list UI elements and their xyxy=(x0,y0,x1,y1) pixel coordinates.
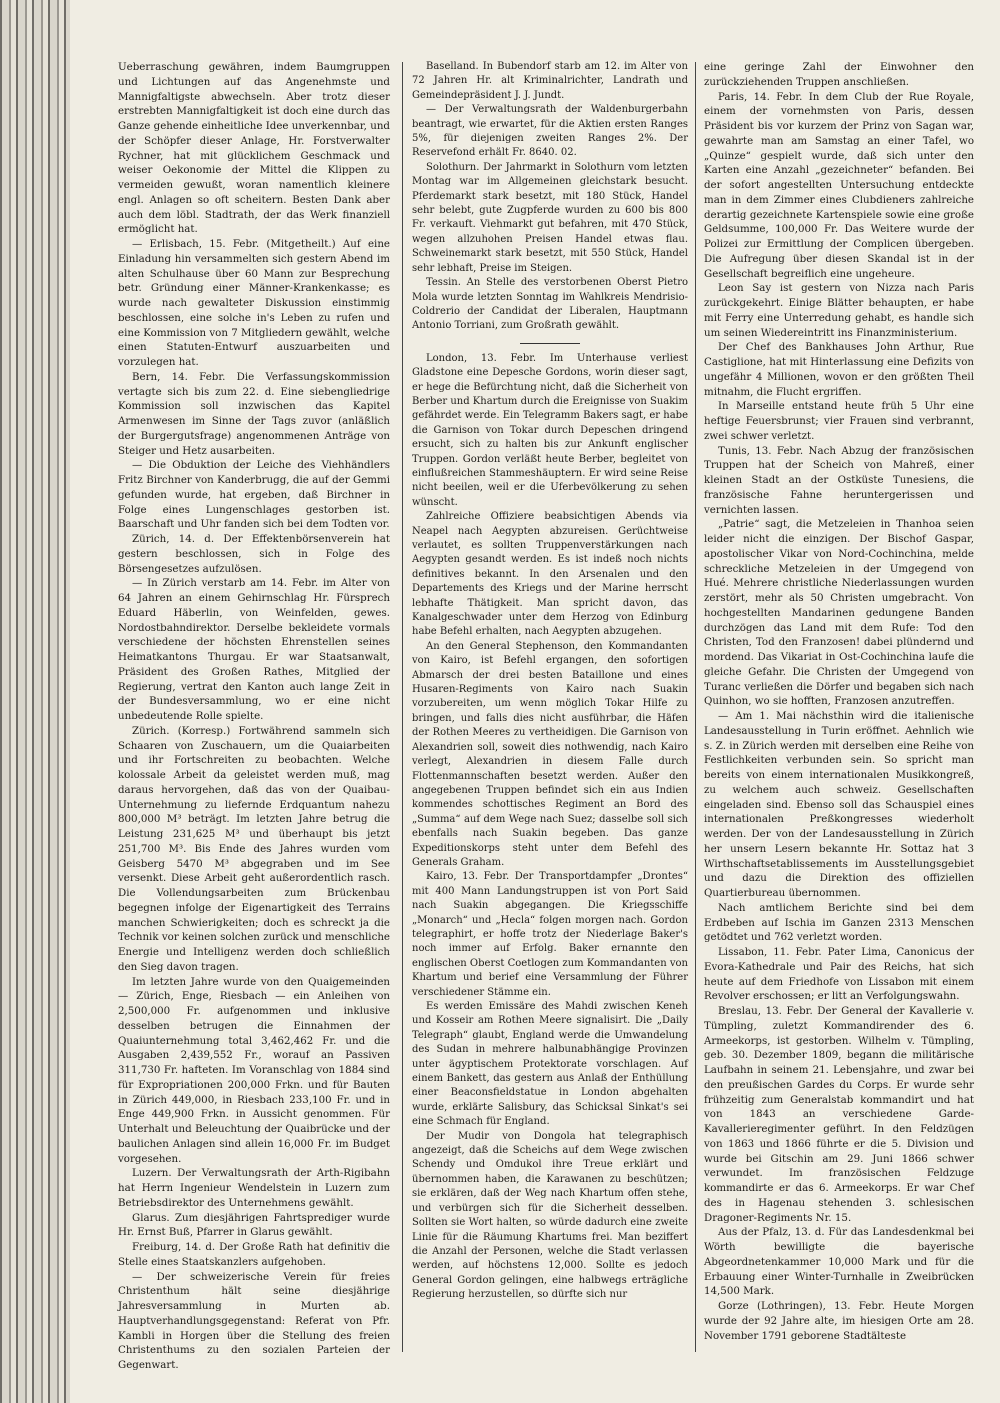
article-erlisbach: — Erlisbach, 15. Febr. (Mitgetheilt.) Auf eine Einladung hin versammelten sich gestern Abend im alten Schulhause über 60 Mann zur Besprechung betr. Gründung einer Männer-Krankenkasse; es wurde nach gewalteter Diskussion einstimmig beschlossen, eine solche in's Leben zu rufen und eine Kommission von 7 Mitgliedern gewählt, welche einen Statuten-Entwurf auszuarbeiten und vorzulegen hat. xyxy=(118,238,390,368)
article-marseille: In Marseille entstand heute früh 5 Uhr eine heftige Feuersbrunst; vier Frauen sind verbrannt, zwei schwer verletzt. xyxy=(704,400,974,442)
article-christenthum: — Der schweizerische Verein für freies Christenthum hält seine diesjährige Jahresversammlung in Murten ab. Hauptverhandlungsgegenstand: Referat von Pfr. Kambli in Horgen über die Stellung des freien Christenthums zu den sozialen Parteien der Gegenwart. xyxy=(118,1270,390,1371)
article-zuerich-haeberlin: — In Zürich verstarb am 14. Febr. im Alter von 64 Jahren an einem Gehirnschlag Hr. Fürsprech Eduard Häberlin, von Weinfelden, gewes. Nordostbahndirektor. Derselbe bekleidete vormals verschiedene der höchsten Ehrenstellen seines Heimatkantons Thurgau. Er war Staatsanwalt, Präsident des Großen Rathes, Mitglied der Regierung, vertrat den Kanton auch lange Zeit in der Bundesversammlung, wo er eine nicht unbedeutende Rolle spielte. xyxy=(118,577,390,722)
article-pfalz: Aus der Pfalz, 13. d. Für das Landesdenkmal bei Wörth bewilligte die bayerische Abgeordnetenkammer 10,000 Mark und für die Erbauung einer Winter-Turnhalle in Zweibrücken 14,500 Mark. xyxy=(704,1226,974,1298)
article-baselland: Baselland. In Bubendorf starb am 12. im Alter von 72 Jahren Hr. alt Kriminalrichter, Landrath und Gemeindepräsident J. J. Jundt. xyxy=(412,61,688,101)
article-leon-say: Leon Say ist gestern von Nizza nach Paris zurückgekehrt. Einige Blätter behaupten, er habe mit Ferry eine Unterredung gehabt, es handle sich um seinen Wiedereintritt ins Finanzministerium. xyxy=(704,282,974,339)
article-tessin: Tessin. An Stelle des verstorbenen Oberst Pietro Mola wurde letzten Sonntag im Wahlkreis Mendrisio-Coldrerio der Candidat der Liberalen, Hauptmann Antonio Torriani, zum Großrath gewählt. xyxy=(412,277,688,332)
column-3 xyxy=(704,60,974,1343)
article-waldenburgerbahn: — Der Verwaltungsrath der Waldenburgerbahn beantragt, wie erwartet, für die Aktien ersten Ranges 5%, für diejenigen zweiten Ranges 2%. Der Reservefond erhält Fr. 8640. 02. xyxy=(412,104,688,159)
article-turin: — Am 1. Mai nächsthin wird die italienische Landesausstellung in Turin eröffnet. Aehnlich wie s. Z. in Zürich werden mit derselben eine Reihe von Festlichkeiten verbunden sein. So spricht man bereits von einem internationalen Musikkongreß, zu welchem auch schweiz. Gesellschaften eingeladen sind. Ebenso soll das Schauspiel eines internationalen Preßkongresses wiederholt werden. Der von der Landesausstellung in Zürich her unsern Lesern bekannte Hr. Sottaz hat 3 Wirthschaftsetablissements im Ausstellungsgebiet und dazu die Direktion des offiziellen Quartierbureau übernommen. xyxy=(704,710,974,899)
article-tunis: Tunis, 13. Febr. Nach Abzug der französischen Truppen hat der Scheich von Mahreß, einer kleinen Stadt an der Ostküste Tunesiens, die französische Fahne heruntergerissen und vernichten lassen. xyxy=(704,444,974,516)
article-patrie: „Patrie“ sagt, die Metzeleien in Thanhoa seien leider nicht die einzigen. Der Bischof Gaspar, apostolischer Vikar von Nord-Cochinchina, melde schreckliche Metzeleien in der Umgegend von Hué. Mehrere christliche Niederlassungen wurden zerstört, mehr als 50 Christen umgebracht. Von hochgestellten Mandarinen gedungene Banden durchzögen das Land mit dem Rufe: Tod den Christen, Tod den Franzosen! dabei plündernd und mordend. Das Vikariat in Ost-Cochinchina laufe die gleiche Gefahr. Die Christen der Umgegend von Turanc verließen die Dörfer und begaben sich nach Quinhon, wo sie hofften, Franzosen anzutreffen. xyxy=(704,518,974,708)
article-dongola: Der Mudir von Dongola hat telegraphisch angezeigt, daß die Scheichs auf dem Wege zwischen Schendy und Omdukol ihre Treue erklärt und übernommen haben, die Karawanen zu beschützen; sie erklären, daß der Weg nach Khartum offen stehe, und verbürgen sich für die Sicherheit desselben. Sollten sie Wort halten, so würde dadurch eine zweite Linie für die Räumung Khartums frei. Man beziffert die Anzahl der Personen, welche die Stadt verlassen werden, auf höchstens 12,000. Sollte es jedoch General Gordon gelingen, eine halbwegs erträgliche Regierung herzustellen, so dürfte sich nur xyxy=(412,1130,688,1301)
article-glarus: Glarus. Zum diesjährigen Fahrtsprediger wurde Hr. Ernst Buß, Pfarrer in Glarus gewählt. xyxy=(118,1211,390,1239)
article-solothurn: Solothurn. Der Jahrmarkt in Solothurn vom letzten Montag war im Allgemeinen gleichstark besucht. Pferdemarkt stark besetzt, mit 180 Stück, Handel sehr belebt, gute Zugpferde wurden zu 600 bis 800 Fr. verkauft. Viehmarkt gut befahren, mit 470 Stück, wegen allzuhohen Preisen Handel etwas flau. Schweinemarkt stark besetzt, mit 550 Stück, Handel sehr lebhaft, Preise im Steigen. xyxy=(412,161,688,274)
article-zuerich-quai: Zürich. (Korresp.) Fortwährend sammeln sich Schaaren von Zuschauern, um die Quaiarbeiten und ihr Fortschreiten zu beobachten. Welche kolossale Arbeit da geleistet werden muß, mag daraus hervorgehen, daß das von der Quaibau-Unternehmung zu liefernde Erdquantum nahezu 800,000 M³ beträgt. Im letzten Jahre betrug die Leistung 231,625 M³ und überhaupt bis jetzt 251,700 M³. Bis Ende des Jahres wurden vom Geisberg 5470 M³ abgegraben und im See versenkt. Diese Arbeit geht außerordentlich rasch. Die Vollendungsarbeiten zum Brückenbau begegnen infolge der Eigenartigkeit des Terrains manchen Schwierigkeiten; doch es schreckt ja die Technik vor keinen solchen zurück und menschliche Energie und Intelligenz werden doch schließlich den Sieg davon tragen. xyxy=(118,724,390,973)
article-bern: Bern, 14. Febr. Die Verfassungskommission vertagte sich bis zum 22. d. Eine siebengliedrige Kommission soll inzwischen das Kapitel Armenwesen im Sinne der Tags zuvor (anläßlich der Burgergutsfrage) angenommenen Anträge von Steiger und Hetz ausarbeiten. xyxy=(118,370,390,457)
article-obduktion: — Die Obduktion der Leiche des Viehhändlers Fritz Birchner von Kanderbrugg, die auf der Gemmi gefunden wurde, hat ergeben, daß Birchner in Folge eines Lungenschlages gestorben ist. Baarschaft und Uhr fanden sich bei dem Todten vor. xyxy=(118,459,390,531)
article-emissaere: Es werden Emissäre des Mahdi zwischen Keneh und Kosseir am Rothen Meere signalisirt. Die „Daily Telegraph“ glaubt, England werde die Umwandelung des Sudan in mehrere halbunabhängige Provinzen unter ägyptischem Protektorate vorschlagen. Auf einem Bankett, das gestern aus Anlaß der Enthüllung einer Beaconsfieldstatue in London abgehalten wurde, erklärte Salisbury, das Schicksal Sinkat's sei eine Schmach für England. xyxy=(412,1001,688,1128)
article-paris: Paris, 14. Febr. In dem Club der Rue Royale, einem der vornehmsten von Paris, dessen Präsident bis vor kurzem der Prinz von Sagan war, gewahrte man am Samstag an einer Tafel, wo „Quinze“ gespielt wurde, daß sich unter den Karten eine Anzahl „gezeichneter“ befanden. Bei der sofort angestellten Untersuchung entdeckte man in dem Zimmer eines Clubdieners zahlreiche derartig gezeichnete Kartenspiele sowie eine große Geldsumme, 100,000 Fr. Das Weitere wurde der Polizei zur Ermittlung der Complicen übergeben. Die Aufregung über diesen Skandal ist in der Gesellschaft begreiflich eine ungeheure. xyxy=(704,90,974,280)
article-bankhaus: Der Chef des Bankhauses John Arthur, Rue Castiglione, hat mit Hinterlassung eine Defizits von ungefähr 4 Millionen, wovon er den größten Theil mitnahm, die Flucht ergriffen. xyxy=(704,341,974,398)
article-offiziere: Zahlreiche Offiziere beabsichtigen Abends via Neapel nach Aegypten abzureisen. Gerüchtweise verlautet, es sollten Truppenverstärkungen nach Aegypten gesandt werden. Es ist indeß noch nichts definitives bekannt. In den Arsenalen und den Departements des Kriegs und der Marine herrscht lebhafte Thätigkeit. Man spricht davon, das Kanalgeschwader unter dem Herzog von Edinburg habe Befehl erhalten, nach Aegypten abzugehen. xyxy=(412,511,688,638)
article-quaigemeinden: Im letzten Jahre wurde von den Quaigemeinden — Zürich, Enge, Riesbach — ein Anleihen von 2,500,000 Fr. aufgenommen und inklusive desselben betrugen die Einnahmen der Quaiunternehmung total 3,462,462 Fr. und die Ausgaben 2,439,552 Fr., worauf an Passiven 311,730 Fr. hafteten. Im Voranschlag von 1884 sind für Expropriationen 200,000 Frkn. und für Bauten in Zürich 449,000, in Riesbach 233,100 Fr. und in Enge 449,900 Frkn. in Aussicht genommen. Für Unterhalt und Beleuchtung der Quaibrücke und der baulichen Anlagen sind allein 16,000 Fr. im Budget vorgesehen. xyxy=(118,975,390,1165)
article-lissabon: Lissabon, 11. Febr. Pater Lima, Canonicus der Evora-Kathedrale und Pair des Reichs, hat sich heute auf dem Friedhofe von Lissabon mit einem Revolver erschossen; er litt an Verfolgungswahn. xyxy=(704,946,974,1003)
article-stephenson: An den General Stephenson, den Kommandanten von Kairo, ist Befehl ergangen, den sofortigen Abmarsch der drei besten Bataillone und eines Husaren-Regiments von Kairo nach Suakin vorzubereiten, um wenn möglich Tokar Hilfe zu bringen, und falls dies nicht ausführbar, die Häfen der Rothen Meeres zu vertheidigen. Die Garnison von Alexandrien soll, soweit dies nothwendig, nach Kairo verlegt, Alexandrien in diesem Falle durch Flottenmannschaften besetzt werden. Außer den angegebenen Truppen befindet sich ein aus Indien kommendes schottisches Regiment an Bord des „Summa“ auf dem Wege nach Suez; dasselbe soll sich ebenfalls nach Suakin begeben. Das ganze Expeditionskorps steht unter dem Befehl des Generals Graham. xyxy=(412,640,688,868)
column-divider xyxy=(402,62,403,1352)
article-ischia: Nach amtlichem Berichte sind bei dem Erdbeben auf Ischia im Ganzen 2313 Menschen getödtet und 762 verletzt worden. xyxy=(704,901,974,944)
column-divider xyxy=(695,62,696,1352)
section-separator xyxy=(520,343,580,344)
article-paragraph: Ueberraschung gewähren, indem Baumgruppen und Lichtungen auf das Angenehmste und Mannigfaltigste abwechseln. Aber trotz dieser erstrebten Mannigfaltigkeit ist doch eine durch das Ganze gehende einheitliche Idee unverkennbar, und der Schöpfer dieser Anlage, Hr. Forstverwalter Rychner, hat mit glücklichem Geschmack und weiser Oekonomie der Mittel die Klippen zu vermeiden gewußt, woran namentlich kleinere engl. Anlagen so oft scheitern. Besten Dank aber auch dem löbl. Stadtrath, der das Werk finanziell ermöglicht hat. xyxy=(118,61,390,236)
article-luzern: Luzern. Der Verwaltungsrath der Arth-Rigibahn hat Herrn Ingenieur Wendelstein in Luzern zum Betriebsdirektor des Unternehmens gewählt. xyxy=(118,1167,390,1209)
article-kairo: Kairo, 13. Febr. Der Transportdampfer „Drontes“ mit 400 Mann Landungstruppen ist von Port Said nach Suakin abgegangen. Die Kriegsschiffe „Monarch“ und „Hecla“ folgen morgen nach. Gordon telegraphirt, er hoffe trotz der Niederlage Baker's noch immer auf Erfolg. Baker ernannte den englischen Oberst Coetlogen zum Kommandanten von Khartum und berief eine Versammlung der Führer verschiedener Stämme ein. xyxy=(412,871,688,998)
column-2 xyxy=(412,60,688,1303)
article-freiburg: Freiburg, 14. d. Der Große Rath hat definitiv die Stelle eines Staatskanzlers aufgehoben. xyxy=(118,1241,390,1268)
article-gorze: Gorze (Lothringen), 13. Febr. Heute Morgen wurde der 92 Jahre alte, im hiesigen Orte am 28. November 1791 geborene Stadtälteste xyxy=(704,1300,974,1342)
book-spine-edge xyxy=(0,0,70,1403)
article-continuation: eine geringe Zahl der Einwohner den zurückziehenden Truppen anschließen. xyxy=(704,61,974,88)
article-breslau: Breslau, 13. Febr. Der General der Kavallerie v. Tümpling, zuletzt Kommandirender des 6. Armeekorps, ist gestorben. Wilhelm v. Tümpling, geb. 30. Dezember 1809, begann die militärische Laufbahn in seinem 21. Lebensjahre, und zwar bei den preußischen Gardes du Corps. Er wurde sehr frühzeitig zum Generalstab kommandirt und hat von 1843 an verschiedene Garde-Kavallerieregimenter geführt. In den Feldzügen von 1863 und 1866 führte er die 5. Division und wurde bei Gitschin am 29. Juni 1866 schwer verwundet. Im französischen Feldzuge kommandirte er das 6. Armeekorps. Er war Chef des in Hagenau stehenden 3. schlesischen Dragoner-Regiments Nr. 15. xyxy=(704,1005,974,1224)
column-1 xyxy=(118,60,390,1373)
article-zuerich-boerse: Zürich, 14. d. Der Effektenbörsenverein hat gestern beschlossen, sich in Folge des Börsengesetzes aufzulösen. xyxy=(118,533,390,575)
article-london: London, 13. Febr. Im Unterhause verliest Gladstone eine Depesche Gordons, worin dieser sagt, er hege die Befürchtung nicht, daß die Sicherheit von Berber und Khartum durch die Ereignisse von Suakim gefährdet werde. Ein Telegramm Bakers sagt, er habe die Garnison von Tokar durch Depeschen dringend ersucht, sich zu halten bis zur Ankunft englischer Truppen. Gordon verläßt heute Berber, begleitet von einflußreichen Stammeshäuptern. Er wird seine Reise nicht beeilen, weil er die Uferbevölkerung zu sehen wünscht. xyxy=(412,352,688,508)
